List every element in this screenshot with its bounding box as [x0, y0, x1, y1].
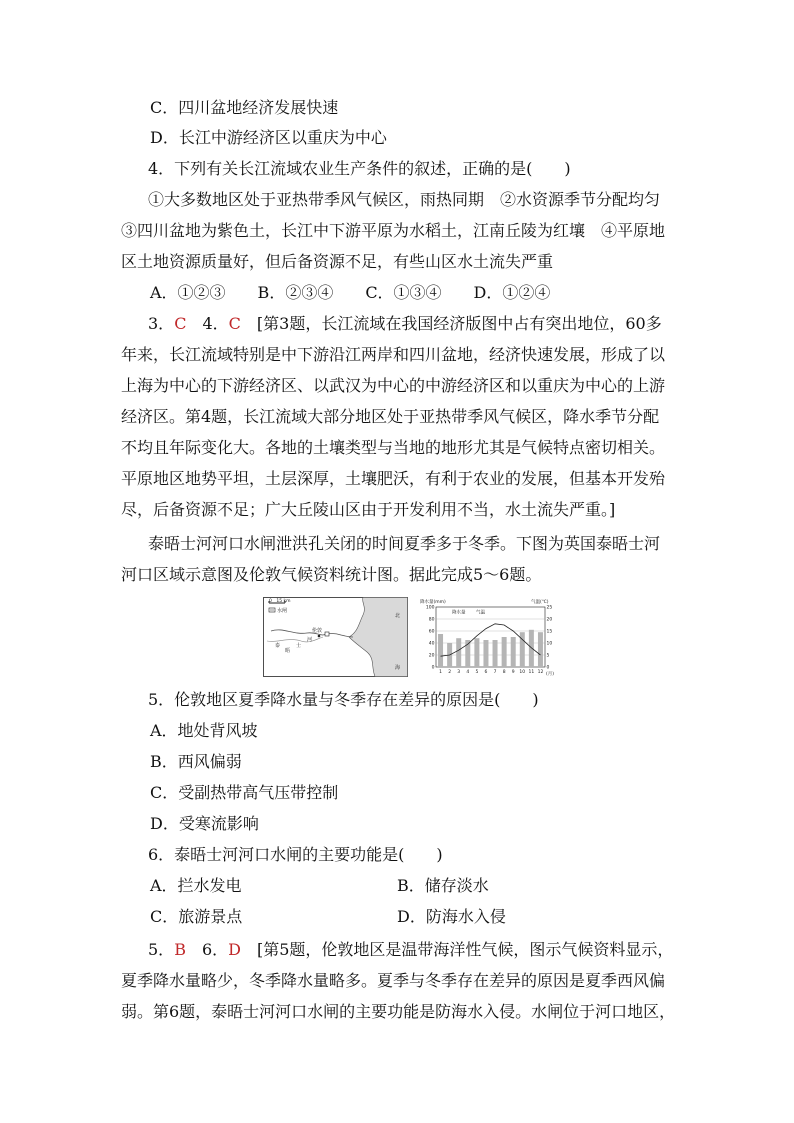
map-label-sea: 海 [395, 665, 401, 671]
question-5-option-c: C．受副热带高气压带控制 [150, 783, 339, 802]
chart-right-tick-label: 25 [546, 605, 553, 611]
figure-thames-estuary-and-london-climate [263, 597, 563, 677]
answer-3-letter: C [174, 314, 187, 333]
sluice-marker-icon [325, 632, 329, 636]
chart-ylabel-right: 气温(℃) [531, 600, 549, 605]
answer-3-4-line-7: 尽，后备资源不足；广大丘陵山区由于开发利用不当，水土流失严重。] [121, 500, 616, 519]
question-6-option-c: C．旅游景点 [150, 907, 243, 926]
precipitation-bar [483, 640, 488, 667]
question-5-option-b: B．西风偏弱 [150, 752, 242, 771]
answer-3-4-line-1 [148, 314, 662, 334]
chart-month-tick-label: 10 [519, 670, 526, 675]
option-d-q3: D．长江中游经济区以重庆为中心 [150, 128, 387, 147]
question-4-options: A．①②③ B．②③④ C．①③④ D．①②④ [150, 283, 551, 302]
question-6-option-a: A．拦水发电 [150, 876, 242, 895]
question-5-option-a: A．地处背风坡 [150, 721, 258, 740]
answer-4-number: 4． [202, 314, 229, 333]
question-6-option-d: D．防海水入侵 [397, 907, 506, 926]
question-6-stem: 6．泰晤士河河口水闸的主要功能是( ) [148, 845, 443, 864]
precipitation-bar [538, 632, 543, 667]
answer-3-4-line-2: 年来，长江流域特别是中下游沿江两岸和四川盆地，经济快速发展，形成了以 [121, 345, 666, 364]
chart-right-tick-label: 20 [546, 617, 553, 623]
precipitation-bar [502, 637, 507, 667]
question-4-statement-line-1: ①大多数地区处于亚热带季风气候区，雨热同期 ②水资源季节分配均匀 [148, 190, 661, 209]
chart-month-tick-label: 12 [537, 670, 544, 675]
london-climate-chart [418, 597, 563, 677]
chart-legend-precip: 降水量 [452, 610, 466, 616]
chart-right-tick-label: 5 [546, 653, 550, 659]
answer-3-4-line-3: 上海为中心的下游经济区、以武汉为中心的中游经济区和以重庆为中心的上游 [121, 376, 666, 395]
precipitation-bar [438, 634, 443, 667]
option-c-q3: C．四川盆地经济发展快速 [150, 98, 339, 117]
chart-month-tick-label: 2 [448, 670, 452, 675]
answer-3-4-explanation-start: [第3题，长江流域在我国经济版图中占有突出地位，60多 [256, 314, 662, 333]
answer-3-number: 3． [148, 314, 175, 333]
map-label-london: 伦敦 [312, 628, 323, 634]
question-4-stem: 4．下列有关长江流域农业生产条件的叙述，正确的是( ) [148, 159, 571, 178]
answer-5-number: 5． [148, 940, 175, 959]
answer-6-number: 6． [201, 940, 229, 959]
chart-plot-frame [436, 607, 545, 667]
answer-3-4-line-6: 平原地区地势平坦，土层深厚，土壤肥沃，有利于农业的发展，但基本开发殆 [121, 469, 666, 488]
chart-left-tick-label: 40 [428, 641, 435, 647]
chart-left-tick-label: 0 [431, 665, 435, 671]
london-marker-icon [318, 635, 321, 638]
chart-month-tick-label: 6 [484, 670, 488, 675]
map-scale-label: 0 15 km [269, 599, 291, 604]
chart-month-tick-label: 4 [466, 670, 470, 675]
answer-5-6-line-2: 夏季降水量略少，冬季降水量略多。夏季与冬季存在差异的原因是夏季西风偏 [121, 971, 666, 990]
chart-month-tick-label: 1 [439, 670, 442, 675]
question-5-stem: 5．伦敦地区夏季降水量与冬季存在差异的原因是( ) [148, 690, 539, 709]
precipitation-bar [493, 640, 498, 667]
answer-5-letter: B [174, 940, 186, 959]
question-4-statement-line-2: ③四川盆地为紫色土，长江中下游平原为水稻土，江南丘陵为红壤 ④平原地 [121, 221, 666, 240]
thames-estuary-map [263, 597, 408, 677]
map-legend-label: 水闸 [277, 608, 288, 614]
answer-6-letter: D [228, 940, 241, 959]
chart-ylabel-left: 降水量(mm) [420, 600, 446, 605]
map-label-thames-4: 河 [307, 637, 313, 643]
chart-right-tick-label: 15 [546, 629, 553, 635]
question-6-option-b: B．储存淡水 [397, 876, 489, 895]
chart-right-tick-label: 0 [546, 665, 550, 671]
answer-3-4-line-4: 经济区。第4题，长江流域大部分地区处于亚热带季风气候区，降水季节分配 [121, 407, 660, 426]
chart-left-tick-label: 100 [425, 605, 435, 611]
chart-month-tick-label: 3 [457, 670, 461, 675]
chart-month-tick-label: 11 [528, 670, 535, 675]
chart-left-tick-label: 60 [428, 629, 435, 635]
chart-left-tick-label: 80 [428, 617, 435, 623]
chart-month-tick-label: 7 [493, 670, 497, 675]
precipitation-bar [474, 638, 479, 667]
intro-line-2: 河口区域示意图及伦敦气候资料统计图。据此完成5～6题。 [121, 565, 542, 584]
chart-month-tick-label: 8 [502, 670, 506, 675]
answer-5-6-line-1 [148, 940, 673, 960]
answer-5-6-explanation-start: [第5题，伦敦地区是温带海洋性气候，图示气候资料显示， [257, 940, 674, 959]
answer-3-4-line-5: 不均且年际变化大。各地的土壤类型与当地的地形尤其是气候特点密切相关。 [121, 438, 666, 457]
chart-month-tick-label: 5 [475, 670, 479, 675]
precipitation-bar [511, 637, 516, 667]
question-4-statement-line-3: 区土地资源质量好，但后备资源不足，有些山区水土流失严重 [121, 252, 554, 271]
map-label-thames-1: 泰 [275, 643, 281, 649]
chart-right-tick-label: 10 [546, 641, 553, 647]
map-label-thames-2: 晤 [285, 648, 291, 654]
map-label-north: 北 [395, 613, 401, 619]
answer-5-6-line-3: 弱。第6题，泰晤士河河口水闸的主要功能是防海水入侵。水闸位于河口地区， [121, 1002, 676, 1021]
precipitation-bar [456, 638, 461, 667]
precipitation-bar [529, 630, 534, 667]
chart-legend-temp: 气温 [476, 610, 485, 616]
chart-left-tick-label: 20 [428, 653, 435, 659]
question-5-option-d: D．受寒流影响 [150, 814, 259, 833]
answer-4-letter: C [228, 314, 241, 333]
map-label-thames-3: 士 [296, 643, 302, 649]
chart-xlabel: (月) [546, 672, 555, 677]
intro-line-1: 泰晤士河河口水闸泄洪孔关闭的时间夏季多于冬季。下图为英国泰晤士河 [148, 534, 661, 553]
chart-month-tick-label: 9 [511, 670, 515, 675]
